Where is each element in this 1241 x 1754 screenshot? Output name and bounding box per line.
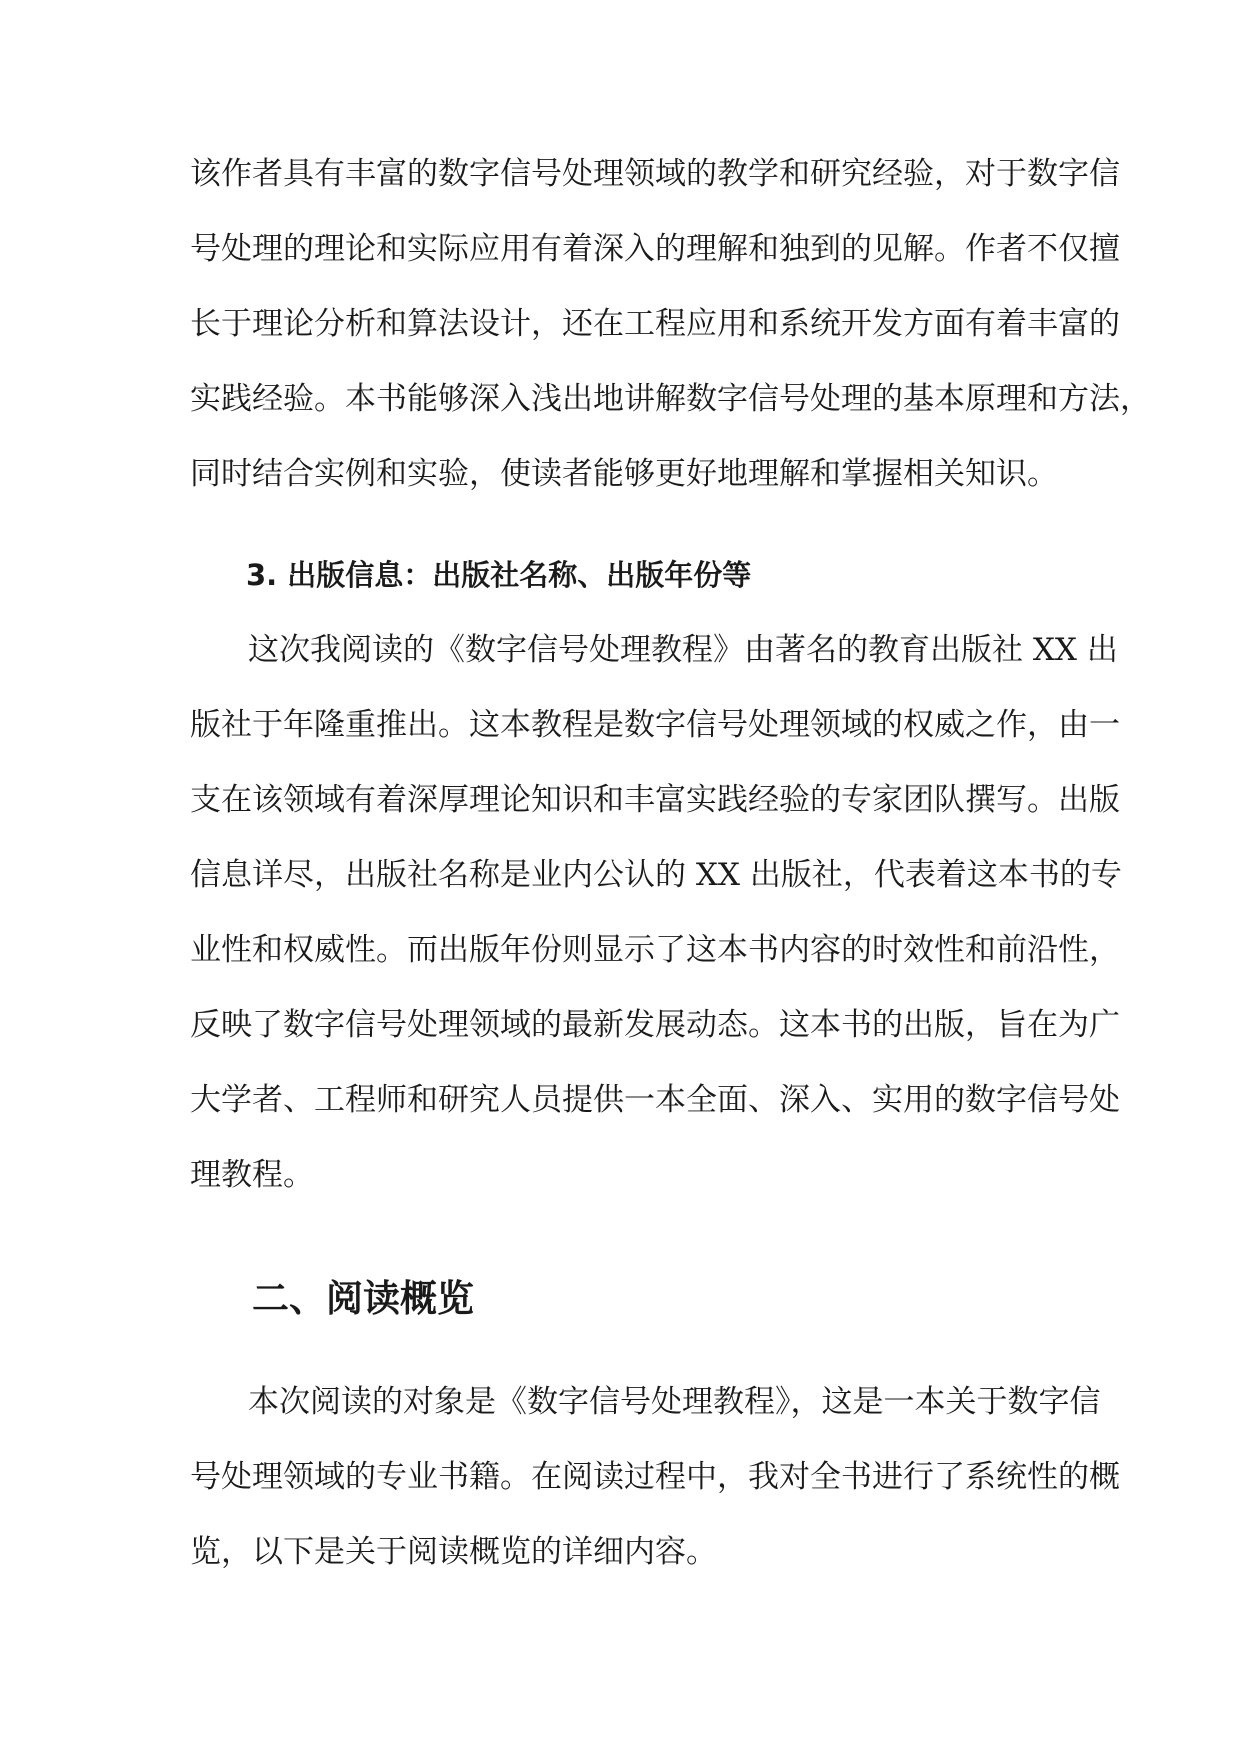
spacer (190, 512, 1070, 538)
paragraph-line: 这次我阅读的《数字信号处理教程》由著名的教育出版社 XX 出 (248, 632, 1118, 668)
paragraph-reading-overview (190, 1365, 1120, 1590)
paragraph-line: 业性和权威性。而出版年份则显示了这本书内容的时效性和前沿性， (190, 932, 1120, 968)
paragraph-line: 信息详尽，出版社名称是业内公认的 XX 出版社，代表着这本书的专 (190, 857, 1122, 893)
paragraph-line: 大学者、工程师和研究人员提供一本全面、深入、实用的数字信号处 (190, 1082, 1120, 1118)
paragraph-line: 长于理论分析和算法设计，还在工程应用和系统开发方面有着丰富的 (190, 306, 1120, 342)
paragraph-line: 同时结合实例和实验，使读者能够更好地理解和掌握相关知识。 (190, 456, 1058, 492)
paragraph-line: 理教程。 (190, 1157, 314, 1193)
section-heading-reading-overview: 二、阅读概览 (252, 1277, 474, 1320)
subsection-heading-publication-info: 3. 出版信息：出版社名称、出版年份等 (246, 558, 752, 592)
paragraph-line: 反映了数字信号处理领域的最新发展动态。这本书的出版，旨在为广 (190, 1007, 1120, 1043)
spacer (190, 1213, 1070, 1259)
paragraph-line: 号处理的理论和实际应用有着深入的理解和独到的见解。作者不仅擅 (190, 231, 1120, 267)
paragraph-line: 本次阅读的对象是《数字信号处理教程》，这是一本关于数字信 (248, 1384, 1101, 1420)
paragraph-publication-info (190, 613, 1122, 1213)
paragraph-author-experience (190, 137, 1151, 512)
paragraph-line: 览，以下是关于阅读概览的详细内容。 (190, 1534, 717, 1570)
paragraph-line: 支在该领域有着深厚理论知识和丰富实践经验的专家团队撰写。出版 (190, 782, 1120, 818)
paragraph-line: 该作者具有丰富的数字信号处理领域的教学和研究经验，对于数字信 (190, 156, 1120, 192)
page-content (190, 137, 1151, 1590)
paragraph-line: 号处理领域的专业书籍。在阅读过程中，我对全书进行了系统性的概 (190, 1459, 1120, 1495)
paragraph-line: 实践经验。本书能够深入浅出地讲解数字信号处理的基本原理和方法， (190, 381, 1151, 417)
spacer (190, 1339, 1070, 1365)
paragraph-line: 版社于年隆重推出。这本教程是数字信号处理领域的权威之作，由一 (190, 707, 1120, 743)
